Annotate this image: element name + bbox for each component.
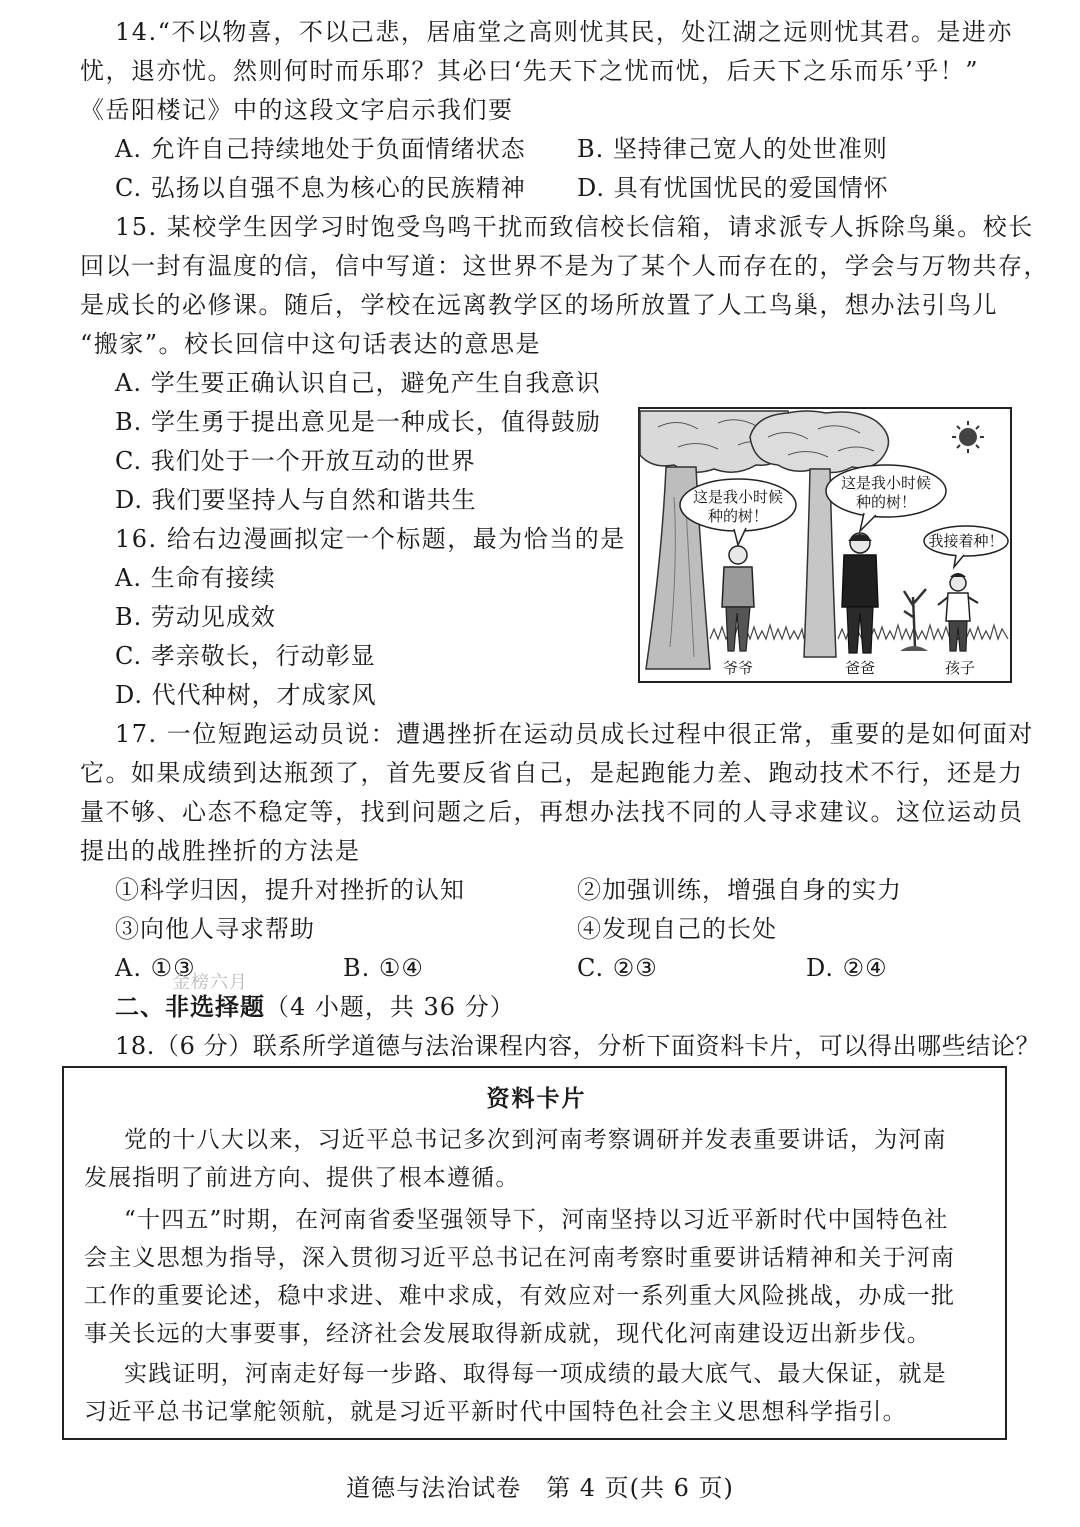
card-line-3: “十四五”时期，在河南省委坚强领导下，河南坚持以习近平新时代中国特色社: [124, 1207, 949, 1233]
q14-option-a[interactable]: A. 允许自己持续地处于负面情绪状态: [115, 135, 526, 163]
comic-label-grandpa: 爷爷: [722, 659, 754, 677]
q17-item-4: ④发现自己的长处: [577, 915, 777, 943]
q17-stem-line-4: 提出的战胜挫折的方法是: [80, 837, 361, 865]
middle-tree-canopy: [750, 411, 889, 473]
q15-stem-line-1: 15. 某校学生因学习时饱受鸟鸣干扰而致信校长信箱，请求派专人拆除鸟巢。校长: [115, 213, 1034, 241]
q14-stem-line-3: 《岳阳楼记》中的这段文字启示我们要: [80, 96, 514, 124]
q14-stem-line-1: 14.“不以物喜，不以己悲，居庙堂之高则忧其民，处江湖之远则忧其君。是进亦: [115, 18, 1013, 46]
comic-text-child: 我接着种！: [928, 532, 1004, 550]
material-card-title: 资料卡片: [486, 1086, 587, 1112]
q16-option-a[interactable]: A. 生命有接续: [115, 564, 276, 592]
card-line-2: 发展指明了前进方向、提供了根本遵循。: [84, 1165, 520, 1191]
watermark: 金榜六月: [172, 972, 248, 993]
section-2-title: 二、非选择题: [115, 993, 265, 1021]
q15-option-b[interactable]: B. 学生勇于提出意见是一种成长，值得鼓励: [115, 408, 601, 436]
q15-option-a[interactable]: A. 学生要正确认识自己，避免产生自我意识: [115, 369, 601, 397]
comic-text-grandpa-1: 这是我小时候: [692, 488, 784, 506]
q14-stem-line-2: 忧，退亦忧。然则何时而乐耶？其必曰‘先天下之忧而忧，后天下之乐而乐’乎！”: [80, 57, 980, 85]
comic-text-grandpa-2: 种的树！: [707, 507, 769, 525]
q14-option-d[interactable]: D. 具有忧国忧民的爱国情怀: [577, 174, 889, 202]
q14-option-b[interactable]: B. 坚持律己宽人的处世准则: [577, 135, 888, 163]
card-line-4: 会主义思想为指导，深入贯彻习近平总书记在河南考察时重要讲话精神和关于河南: [84, 1245, 956, 1271]
q17-item-2: ②加强训练，增强自身的实力: [577, 876, 902, 904]
q15-option-c[interactable]: C. 我们处于一个开放互动的世界: [115, 447, 476, 475]
q17-item-1: ①科学归因，提升对挫折的认知: [115, 876, 465, 904]
q17-option-c[interactable]: C. ②③: [577, 954, 658, 982]
comic-label-child: 孩子: [944, 659, 976, 677]
comic-text-father-2: 种的树！: [855, 493, 917, 511]
comic-text-father-1: 这是我小时候: [840, 474, 932, 492]
q17-stem-line-2: 它。如果成绩到达瓶颈了，首先要反省自己，是起跑能力差、跑动技术不行，还是力: [80, 759, 1024, 787]
section-2-note: （4 小题，共 36 分）: [265, 993, 515, 1021]
q15-option-d[interactable]: D. 我们要坚持人与自然和谐共生: [115, 486, 477, 514]
material-card: [62, 1066, 1007, 1440]
q15-stem-line-2: 回以一封有温度的信，信中写道：这世界不是为了某个人而存在的，学会与万物共存，: [80, 252, 1049, 280]
q16-option-b[interactable]: B. 劳动见成效: [115, 603, 276, 631]
q15-stem-line-3: 是成长的必修课。随后，学校在远离教学区的场所放置了人工鸟巢，想办法引鸟儿: [80, 291, 998, 319]
q15-stem-line-4: “搬家”。校长回信中这句话表达的意思是: [80, 330, 542, 358]
comic-illustration: [638, 407, 1012, 683]
q18-stem: 18.（6 分）联系所学道德与法治课程内容，分析下面资料卡片，可以得出哪些结论？: [115, 1032, 1041, 1060]
q17-option-d[interactable]: D. ②④: [806, 954, 888, 982]
q16-option-d[interactable]: D. 代代种树，才成家风: [115, 681, 377, 709]
card-line-8: 习近平总书记掌舵领航，就是习近平新时代中国特色社会主义思想科学指引。: [84, 1399, 907, 1425]
q17-stem-line-1: 17. 一位短跑运动员说：遭遇挫折在运动员成长过程中很正常，重要的是如何面对: [115, 720, 1034, 748]
card-line-6: 事关长远的大事要事，经济社会发展取得新成就，现代化河南建设迈出新步伐。: [84, 1321, 931, 1347]
q17-option-a[interactable]: A. ①③: [115, 954, 196, 982]
section-2-heading: [115, 989, 515, 1025]
q17-option-b[interactable]: B. ①④: [343, 954, 424, 982]
comic-label-father: 爸爸: [844, 659, 876, 677]
card-line-1: 党的十八大以来，习近平总书记多次到河南考察调研并发表重要讲话，为河南: [124, 1127, 947, 1153]
q17-stem-line-3: 量不够、心态不稳定等，找到问题之后，再想办法找不同的人寻求建议。这位运动员: [80, 798, 1024, 826]
q17-item-3: ③向他人寻求帮助: [115, 915, 315, 943]
card-line-5: 工作的重要论述，稳中求进、难中求成，有效应对一系列重大风险挑战，办成一批: [84, 1283, 956, 1309]
page-footer: 道德与法治试卷 第 4 页(共 6 页): [346, 1474, 734, 1502]
q16-stem: 16. 给右边漫画拟定一个标题，最为恰当的是: [115, 525, 626, 553]
card-line-7: 实践证明，河南走好每一步路、取得每一项成绩的最大底气、最大保证，就是: [124, 1361, 947, 1387]
q16-option-c[interactable]: C. 孝亲敬长，行动彰显: [115, 642, 376, 670]
q14-option-c[interactable]: C. 弘扬以自强不息为核心的民族精神: [115, 174, 526, 202]
